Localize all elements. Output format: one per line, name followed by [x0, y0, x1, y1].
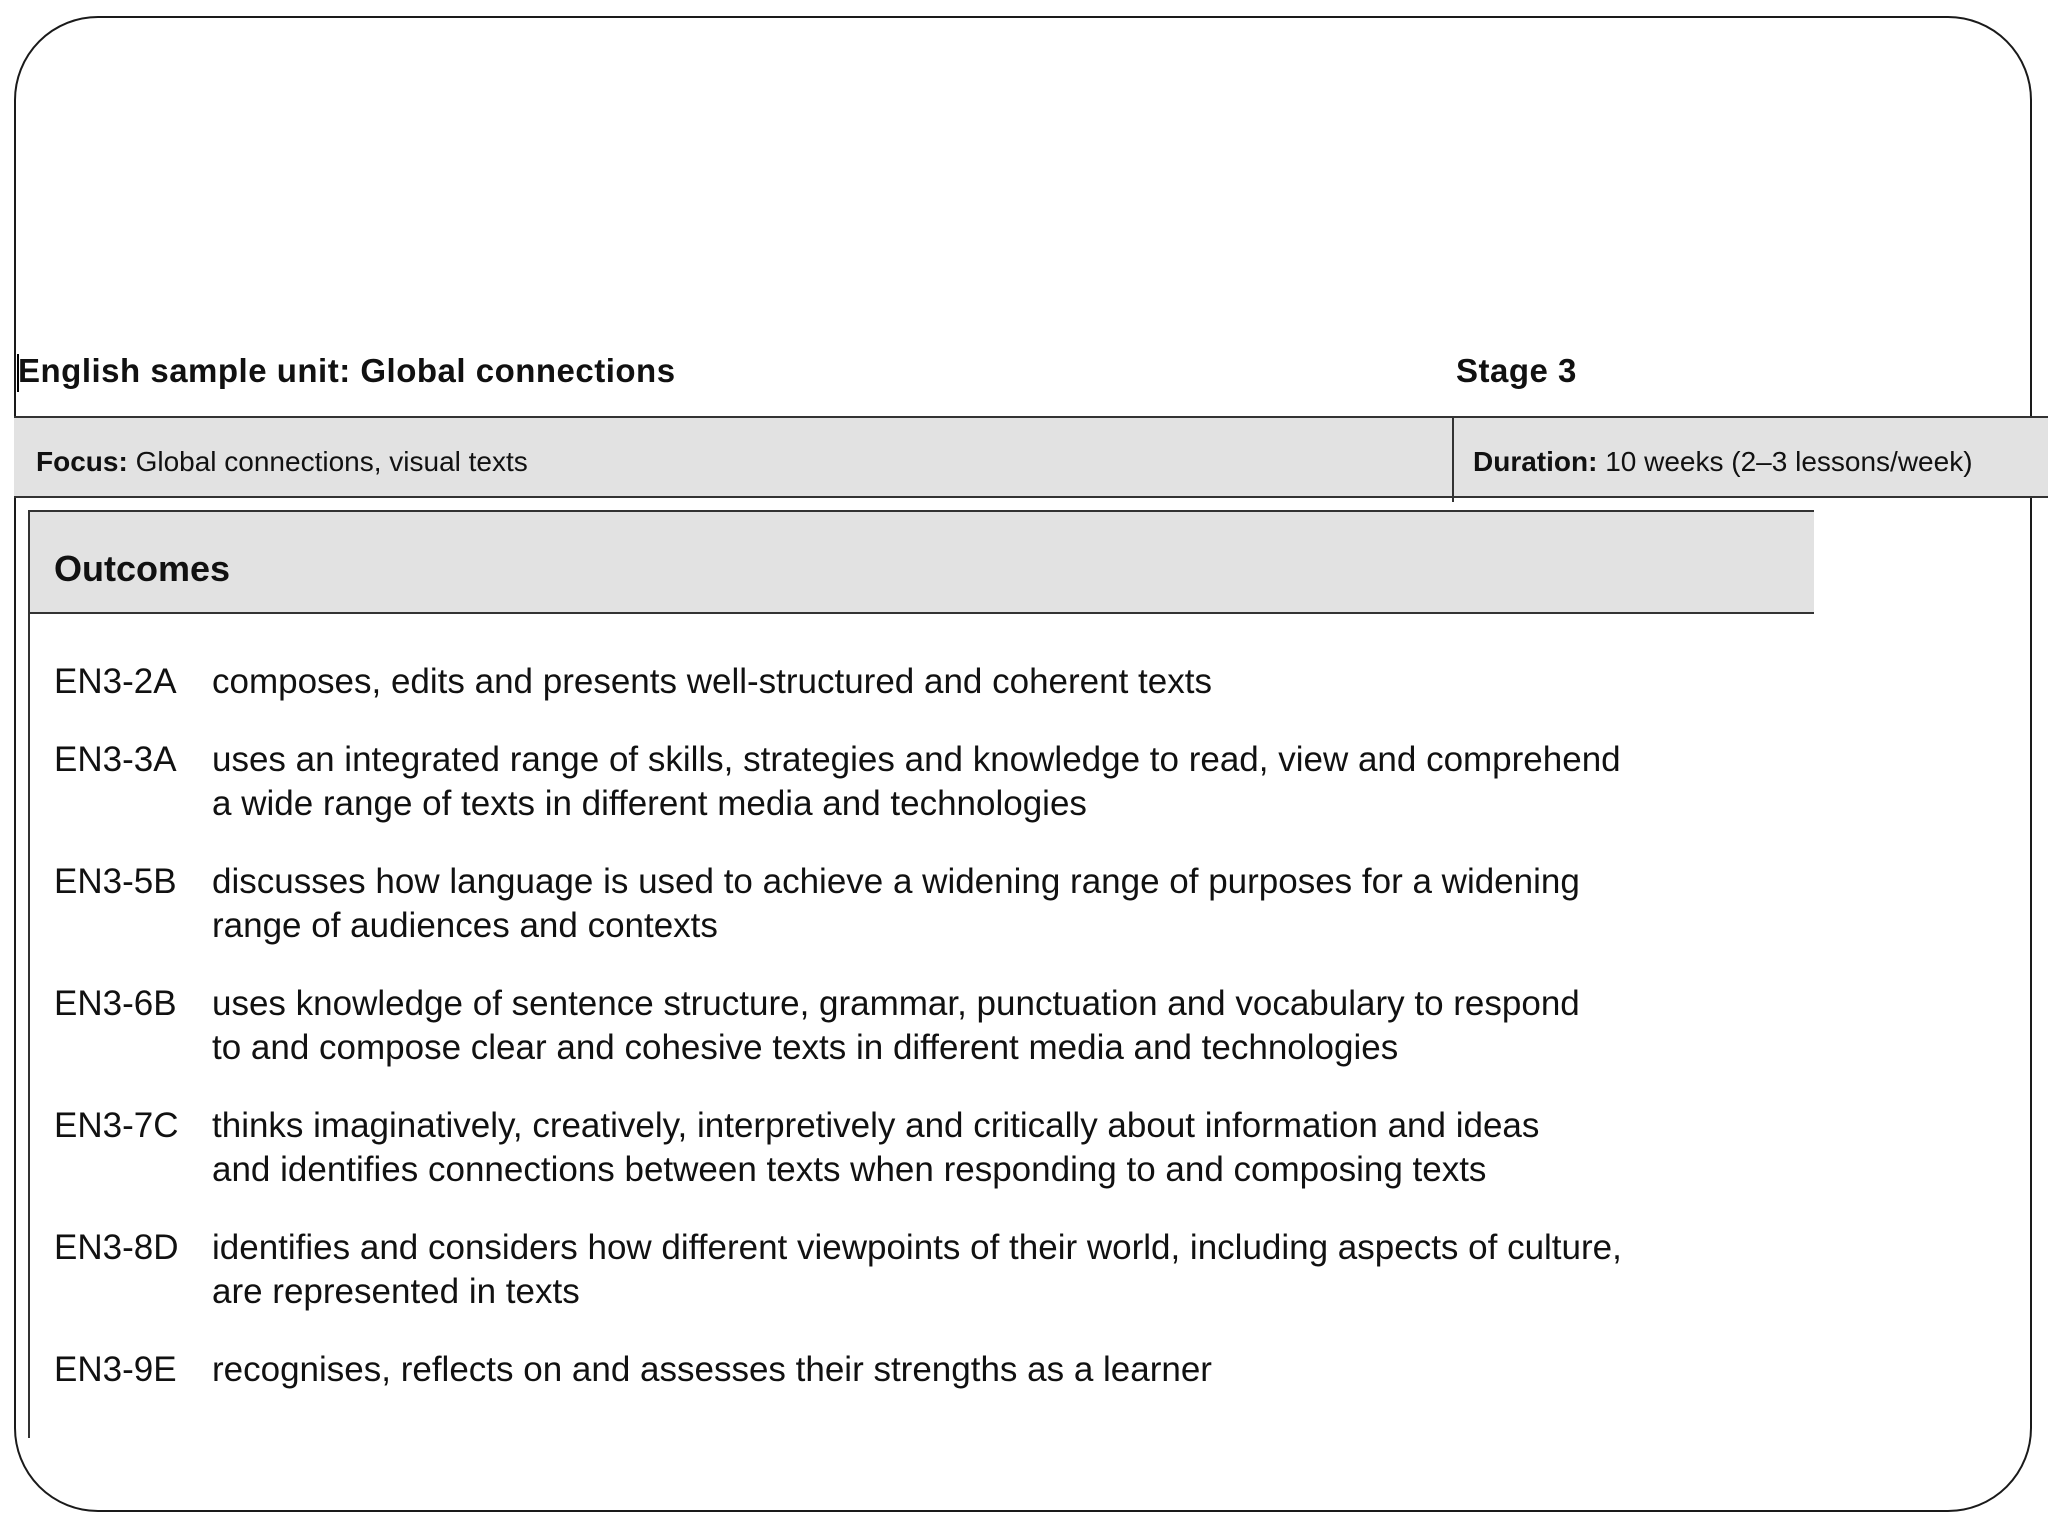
outcome-line: identifies and considers how different viewpoints of their world, including aspects of culture, [212, 1228, 1622, 1267]
outcome-description [212, 1104, 1772, 1192]
outcome-code: EN3-8D [54, 1228, 179, 1267]
focus-cell [36, 446, 528, 478]
outcome-row [54, 660, 1794, 704]
outcome-description [212, 1226, 1772, 1314]
outcome-row [54, 860, 1794, 948]
outcome-line: are represented in texts [212, 1272, 580, 1311]
outcome-description [212, 982, 1772, 1070]
outcome-row [54, 1348, 1794, 1392]
outcome-line: to and compose clear and cohesive texts in different media and technologies [212, 1028, 1399, 1067]
outcome-row [54, 1226, 1794, 1314]
outcome-row [54, 1104, 1794, 1192]
duration-label: Duration: [1473, 446, 1598, 477]
outcomes-title: Outcomes [54, 548, 231, 589]
outcome-line: uses knowledge of sentence structure, grammar, punctuation and vocabulary to respond [212, 984, 1580, 1023]
outcome-line: a wide range of texts in different media and technologies [212, 784, 1087, 823]
outcome-code: EN3-9E [54, 1350, 177, 1389]
duration-value: 10 weeks (2–3 lessons/week) [1605, 446, 1973, 477]
outcome-line: discusses how language is used to achieve a widening range of purposes for a widening [212, 862, 1580, 901]
outcome-code: EN3-6B [54, 984, 177, 1023]
unit-title: English sample unit: Global connections [18, 352, 676, 389]
focus-label: Focus: [36, 446, 128, 477]
outcome-code: EN3-5B [54, 862, 177, 901]
outcome-code: EN3-3A [54, 740, 177, 779]
outcome-description [212, 660, 1772, 704]
outcome-code: EN3-7C [54, 1106, 179, 1145]
outcome-description [212, 860, 1772, 948]
focus-value: Global connections, visual texts [135, 446, 528, 477]
outcome-description [212, 738, 1772, 826]
duration-cell [1473, 446, 1973, 478]
outcome-line: recognises, reflects on and assesses their strengths as a learner [212, 1350, 1212, 1389]
outcome-line: thinks imaginatively, creatively, interpretively and critically about information and ideas [212, 1106, 1540, 1145]
outcome-line: and identifies connections between texts when responding to and composing texts [212, 1150, 1487, 1189]
stage-label: Stage 3 [1456, 352, 1577, 389]
outcome-line: composes, edits and presents well-structured and coherent texts [212, 662, 1212, 701]
outcome-row [54, 982, 1794, 1070]
outcome-code: EN3-2A [54, 662, 177, 701]
outcomes-header [30, 512, 1814, 614]
outcome-line: uses an integrated range of skills, strategies and knowledge to read, view and comprehend [212, 740, 1621, 779]
outcome-line: range of audiences and contexts [212, 906, 718, 945]
outcome-list [54, 660, 1794, 1426]
outcome-row [54, 738, 1794, 826]
outcome-description [212, 1348, 1772, 1392]
focus-divider [1452, 416, 1454, 502]
